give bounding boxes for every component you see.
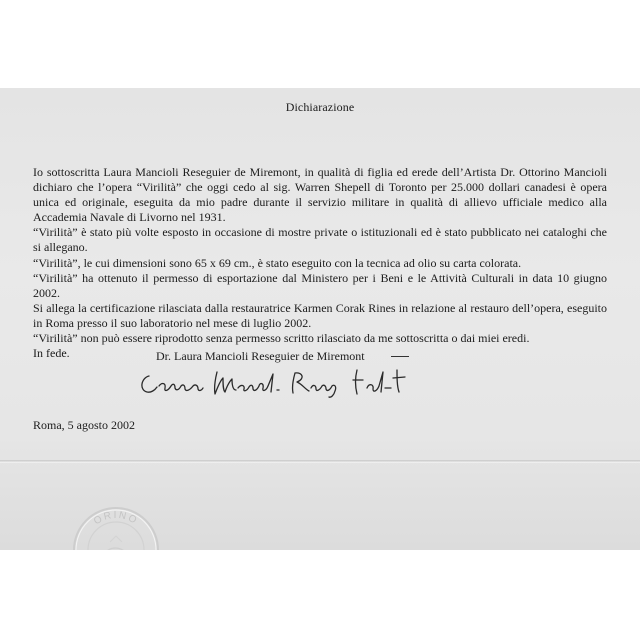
declaration-body <box>33 165 607 361</box>
paragraph-restoration: Si allega la certificazione rilasciata dalla restauratrice Karmen Corak Rines in relazione al restauro dell’opera, eseguito in Roma presso il suo laboratorio nel mese di luglio 2002. <box>33 300 607 330</box>
paragraph-intro: Io sottoscritta Laura Mancioli Reseguier de Miremont, in qualità di figlia ed erede dell’Artista Dr. Ottorino Mancioli dichiaro che l’opera “Virilità” che oggi cedo al sig. Warren Shepell di Toronto per 25.000 dollari canadesi è opera unica ed originale, eseguita da mio padre durante il servizio militare in qualità di allievo ufficiale medico alla Accademia Navale di Livorno nel 1931. <box>33 165 607 225</box>
paragraph-closing: In fede. <box>33 346 70 361</box>
signature-dash <box>391 356 409 357</box>
paper-fold <box>0 460 640 463</box>
signer-name: Dr. Laura Mancioli Reseguier de Miremont <box>156 349 365 363</box>
handwritten-signature <box>135 364 415 398</box>
paragraph-reproduction: “Virilità” non può essere riprodotto senza permesso scritto rilasciato da me sottoscritta o dai miei eredi. <box>33 331 530 346</box>
document-photo <box>0 88 640 550</box>
paragraph-exhibitions: “Virilità” è stato più volte esposto in occasione di mostre private o istituzionali ed è stato pubblicato nei cataloghi che si allegano. <box>33 225 607 255</box>
document-title: Dichiarazione <box>285 100 355 114</box>
paragraph-dimensions: “Virilità”, le cui dimensioni sono 65 x 69 cm., è stato eseguito con la tecnica ad olio su carta colorata. <box>33 255 522 270</box>
place-and-date: Roma, 5 agosto 2002 <box>33 418 135 432</box>
embossed-seal-icon <box>70 504 162 550</box>
paragraph-export-permit: “Virilità” ha ottenuto il permesso di esportazione dal Ministero per i Beni e le Attività Culturali in data 10 giugno 2002. <box>33 270 607 300</box>
letter-page <box>0 88 640 550</box>
seal-text: ORINO <box>92 509 140 528</box>
